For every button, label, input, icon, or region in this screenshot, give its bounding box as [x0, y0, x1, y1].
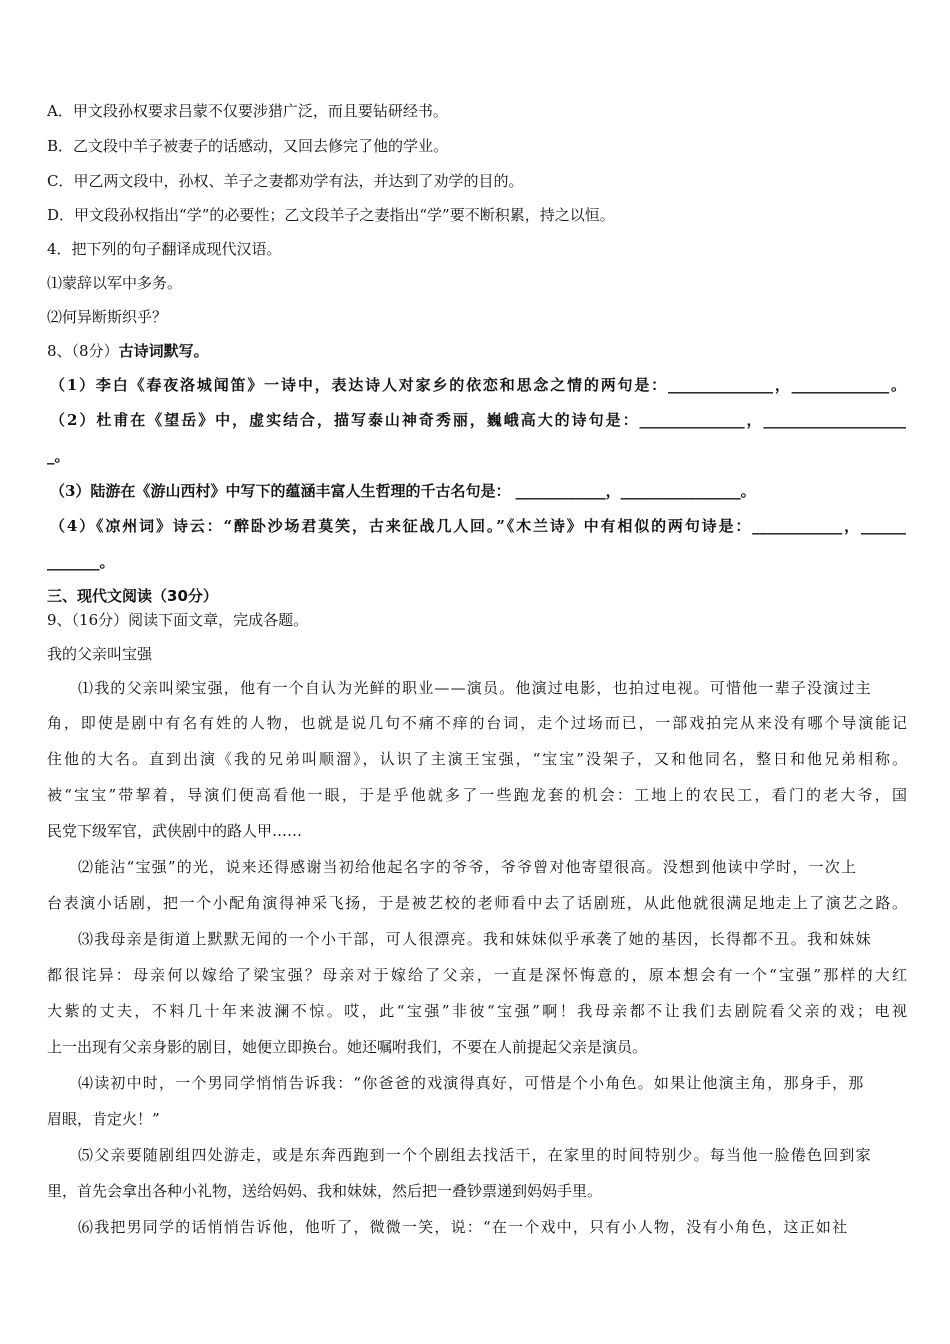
- article-title: 我的父亲叫宝强: [47, 645, 153, 663]
- paragraph-line: 住他的大名。直到出演《我的兄弟叫顺溜》，认识了主演王宝强，“宝宝”没架子，又和他同名，整日和他兄弟相称。: [47, 750, 907, 768]
- paragraph-line: ⑴我的父亲叫梁宝强，他有一个自认为光鲜的职业——演员。他演过电影，也拍过电视。可惜他一辈子没演过主: [78, 679, 872, 697]
- question-8-line-2-cont: _。: [47, 447, 70, 465]
- option-a: A．甲文段孙权要求吕蒙不仅要涉猎广泛，而且要钻研经书。: [47, 102, 448, 120]
- section-3-heading: 三、现代文阅读（30分）: [47, 587, 218, 605]
- question-8-title: [47, 341, 209, 361]
- question-8-line-1: （1）李白《春夜洛城闻笛》一诗中，表达诗人对家乡的依恋和思念之情的两句是：______________，_____________。: [50, 376, 906, 394]
- paragraph-line: 大紫的丈夫，不料几十年来波澜不惊。哎，此“宝强”非彼“宝强”啊！我母亲都不让我们去剧院看父亲的戏；电视: [47, 1002, 907, 1020]
- paragraph-line: 里，首先会拿出各种小礼物，送给妈妈、我和妹妹，然后把一叠钞票递到妈妈手里。: [47, 1182, 603, 1200]
- option-b: B．乙文段中羊子被妻子的话感动，又回去修完了他的学业。: [47, 137, 449, 155]
- question-4-sentence-2: ⑵何异断斯织乎？: [47, 308, 168, 326]
- question-4-prompt: 4．把下列的句子翻译成现代汉语。: [47, 240, 282, 258]
- question-8-line-2: （2）杜甫在《望岳》中，虚实结合，描写泰山神奇秀丽，巍峨高大的诗句是：______________，___________________: [50, 411, 906, 429]
- paragraph-line: 眉眼，肯定火！”: [47, 1110, 160, 1128]
- question-8-line-3: （3）陆游在《游山西村》中写下的蕴涵丰富人生哲理的千古名句是： ____________，________________。: [50, 482, 756, 500]
- paragraph-line: 角，即使是剧中有名有姓的人物，也就是说几句不痛不痒的台词，走个过场而已，一部戏拍完从来没有哪个导演能记: [47, 714, 907, 732]
- paragraph-line: ⑸父亲要随剧组四处游走，或是东奔西跑到一个个剧组去找活干，在家里的时间特别少。每当他一脸倦色回到家: [78, 1146, 872, 1164]
- paragraph-line: 民党下级军官，武侠剧中的路人甲……: [47, 822, 303, 840]
- paragraph-line: 上一出现有父亲身影的剧目，她便立即换台。她还嘱咐我们，不要在人前提起父亲是演员。: [47, 1038, 648, 1056]
- paragraph-line: ⑵能沾“宝强”的光，说来还得感谢当初给他起名字的爷爷，爷爷曾对他寄望很高。没想到他读中学时，一次上: [78, 858, 858, 876]
- paragraph-line: ⑹我把男同学的话悄悄告诉他，他听了，微微一笑，说：“在一个戏中，只有小人物，没有小角色，这正如社: [78, 1218, 849, 1236]
- paragraph-line: 都很诧异：母亲何以嫁给了梁宝强？母亲对于嫁给了父亲，一直是深怀悔意的，原本想会有一个“宝强”那样的大红: [47, 966, 907, 984]
- question-8-number: 8、（8分）: [47, 342, 119, 360]
- paragraph-line: ⑷读初中时，一个男同学悄悄告诉我：“你爸爸的戏演得真好，可惜是个小角色。如果让他演主角，那身手，那: [78, 1074, 865, 1092]
- paragraph-line: 台表演小话剧，把一个小配角演得神采飞扬，于是被艺校的老师看中去了话剧班，从此他就很满足地走上了演艺之路。: [47, 894, 907, 912]
- question-9-prompt: 9、（16分）阅读下面文章，完成各题。: [47, 611, 309, 629]
- option-d: D．甲文段孙权指出“学”的必要性；乙文段羊子之妻指出“学”要不断积累，持之以恒。: [47, 206, 615, 224]
- paragraph-line: ⑶我母亲是街道上默默无闻的一个小干部，可人很漂亮。我和妹妹似乎承袭了她的基因，长得都不丑。我和妹妹: [78, 930, 872, 948]
- question-4-sentence-1: ⑴蒙辞以军中多务。: [47, 274, 183, 292]
- option-c: C．甲乙两文段中，孙权、羊子之妻都劝学有法，并达到了劝学的目的。: [47, 172, 524, 190]
- question-8-line-4: （4）《凉州词》诗云：“醉卧沙场君莫笑，古来征战几人回。”《木兰诗》中有相似的两句诗是：____________，______: [50, 517, 906, 535]
- question-8-line-4-cont: _______。: [47, 553, 115, 571]
- question-8-heading: 古诗词默写。: [118, 342, 209, 360]
- paragraph-line: 被“宝宝”带挈着，导演们便高看他一眼，于是乎他就多了一些跑龙套的机会：工地上的农民工，看门的老大爷，国: [47, 786, 907, 804]
